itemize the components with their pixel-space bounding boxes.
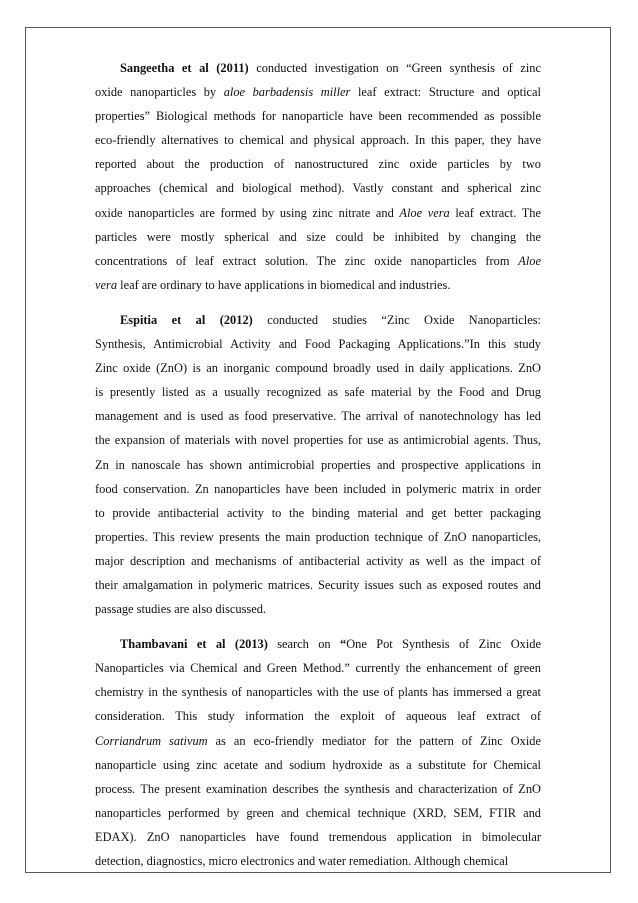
italic-term: Aloe vera — [399, 205, 450, 220]
text-line — [95, 501, 541, 525]
text-run: the expansion of materials with novel properties for use as antimicrobial agents. Thus, — [95, 433, 541, 448]
italic-term: Aloe — [518, 253, 541, 268]
text-run: Synthesis, Antimicrobial Activity and Food Packaging Applications.”In this study — [95, 337, 541, 352]
text-line — [95, 249, 541, 273]
text-run: approaches (chemical and biological method). Vastly constant and spherical zinc — [95, 181, 541, 196]
text-run: management and is used as food preservative. The arrival of nanotechnology has led — [95, 409, 541, 424]
text-run: Zinc oxide (ZnO) is an inorganic compound broadly used in daily applications. ZnO — [95, 361, 541, 376]
text-line — [95, 201, 541, 225]
text-run: passage studies are also discussed. — [95, 602, 267, 617]
text-run: Zn in nanoscale has shown antimicrobial properties and prospective applications in — [95, 457, 541, 472]
text-line — [95, 308, 541, 332]
text-line — [95, 753, 541, 777]
text-line — [95, 404, 541, 428]
text-line — [95, 273, 541, 297]
text-run: food conservation. Zn nanoparticles have been included in polymeric matrix in order — [95, 481, 541, 496]
text-line — [95, 380, 541, 404]
text-run: leaf are ordinary to have applications in biomedical and industries. — [117, 277, 451, 292]
text-line — [95, 801, 541, 825]
text-run: eco-friendly alternatives to chemical and physical approach. In this paper, they have — [95, 133, 541, 148]
text-run: conducted investigation on “Green synthesis of zinc — [248, 61, 541, 75]
text-run: properties” Biological methods for nanoparticle have been recommended as possible — [95, 109, 541, 124]
paragraph — [95, 308, 541, 621]
author-citation: Sangeetha et al (2011) — [120, 61, 249, 75]
document-body — [95, 56, 541, 884]
text-line — [95, 549, 541, 573]
text-run: consideration. This study information the exploit of aqueous leaf extract of — [95, 709, 541, 724]
text-run: oxide nanoparticles are formed by using zinc nitrate and — [95, 205, 400, 220]
text-line — [95, 428, 541, 452]
italic-term: aloe barbadensis miller — [223, 85, 351, 100]
text-run: to provide antibacterial activity to the binding material and get better packaging — [95, 505, 541, 520]
text-line — [95, 80, 541, 104]
text-run: leaf extract. The — [449, 205, 541, 220]
text-run: oxide nanoparticles by — [95, 85, 224, 100]
text-line — [95, 525, 541, 549]
text-line — [95, 573, 541, 597]
text-line — [95, 777, 541, 801]
text-line — [95, 128, 541, 152]
author-citation: Espitia et al (2012) — [120, 312, 253, 327]
text-run: chemistry in the synthesis of nanoparticles with the use of plants has immersed a great — [95, 685, 541, 700]
text-line — [95, 176, 541, 200]
text-line — [95, 632, 541, 656]
text-run: nanoparticle using zinc acetate and sodium hydroxide as a substitute for Chemical — [95, 757, 541, 772]
text-line — [95, 680, 541, 704]
text-run: conducted studies “Zinc Oxide Nanoparticles: — [252, 312, 541, 327]
text-line — [95, 729, 541, 753]
text-run: their amalgamation in polymeric matrices. Security issues such as exposed routes and — [95, 577, 541, 592]
text-run: reported about the production of nanostructured zinc oxide particles by two — [95, 157, 541, 172]
italic-term: vera — [95, 277, 118, 292]
text-run: major description and mechanisms of antibacterial activity as well as the impact of — [95, 553, 541, 568]
paragraph — [95, 56, 541, 297]
text-line — [95, 825, 541, 849]
text-run: properties. This review presents the main production technique of ZnO nanoparticles, — [95, 529, 541, 544]
text-line — [95, 656, 541, 680]
text-run: concentrations of leaf extract solution. The zinc oxide nanoparticles from — [95, 253, 519, 268]
author-citation: Thambavani et al (2013) — [120, 637, 268, 652]
author-citation: “ — [340, 637, 347, 652]
text-line — [95, 453, 541, 477]
text-line — [95, 597, 541, 621]
text-run: nanoparticles performed by green and chemical technique (XRD, SEM, FTIR and — [95, 805, 541, 820]
text-run: process. The present examination describes the synthesis and characterization of ZnO — [95, 781, 541, 796]
text-line — [95, 104, 541, 128]
text-run: Nanoparticles via Chemical and Green Method.” currently the enhancement of green — [95, 661, 541, 676]
text-run: as an eco-friendly mediator for the pattern of Zinc Oxide — [207, 733, 541, 748]
text-run: is presently listed as a usually recognized as safe material by the Food and Drug — [95, 385, 541, 400]
text-line — [95, 56, 541, 80]
paragraph — [95, 632, 541, 873]
text-line — [95, 356, 541, 380]
text-run: particles were mostly spherical and size could be inhibited by changing the — [95, 229, 541, 244]
text-run: detection, diagnostics, micro electronics and water remediation. Although chemical — [95, 854, 509, 868]
text-line — [95, 152, 541, 176]
italic-term: Corriandrum sativum — [95, 733, 208, 748]
text-line — [95, 225, 541, 249]
text-line — [95, 332, 541, 356]
text-line — [95, 477, 541, 501]
text-line — [95, 849, 541, 873]
text-line — [95, 704, 541, 728]
text-run: EDAX). ZnO nanoparticles have found tremendous application in bimolecular — [95, 829, 541, 844]
text-run: One Pot Synthesis of Zinc Oxide — [346, 637, 541, 652]
text-run: leaf extract: Structure and optical — [350, 85, 541, 100]
text-run: search on — [267, 637, 340, 652]
